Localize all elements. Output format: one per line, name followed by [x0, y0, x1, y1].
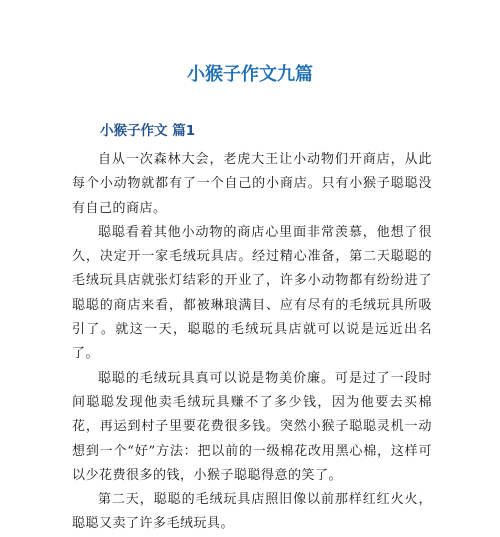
paragraph: 自从一次森林大会，老虎大王让小动物们开商店，从此每个小动物就都有了一个自己的小商店。只有小猴子聪聪没有自己的商店。	[72, 152, 432, 216]
article-body	[72, 148, 432, 537]
section-heading: 小猴子作文 篇1	[100, 123, 196, 139]
paragraph: 聪聪看着其他小动物的商店心里面非常羡慕，他想了很久，决定开一家毛绒玩具店。经过精心准备，第二天聪聪的毛绒玩具店就张灯结彩的开业了，许多小动物都有纷纷进了聪聪的商店来看，都被琳琅满目、应有尽有的毛绒玩具所吸引了。就这一天，聪聪的毛绒玩具店就可以说是远近出名了。	[72, 224, 432, 362]
document-title: 小猴子作文九篇	[187, 64, 313, 85]
paragraph: 第二天，聪聪的毛绒玩具店照旧像以前那样红红火火，聪聪又卖了许多毛绒玩具。	[72, 492, 432, 532]
paragraph: 聪聪的毛绒玩具真可以说是物美价廉。可是过了一段时间聪聪发现他卖毛绒玩具赚不了多少钱，因为他要去买棉花，再运到村子里要花费很多钱。突然小猴子聪聪灵机一动想到一个“好”方法：把以前的一级棉花改用黑心棉，这样可以少花费很多的钱，小猴子聪聪得意的笑了。	[72, 370, 432, 483]
